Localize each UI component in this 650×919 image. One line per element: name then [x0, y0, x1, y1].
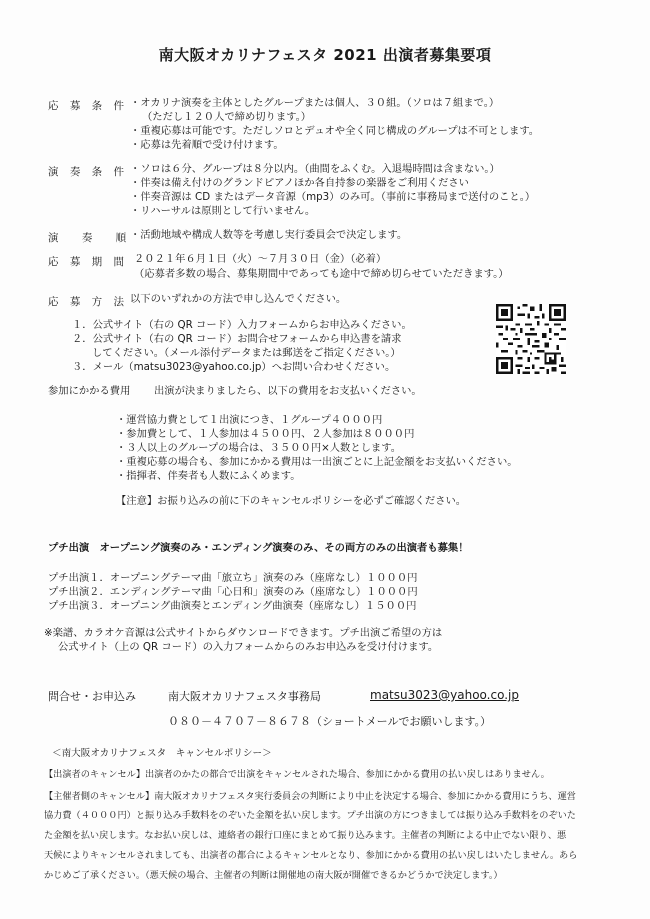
- petit-item-1: プチ出演１．オープニングテーマ曲「旅立ち」演奏のみ（座席なし）１０００円: [48, 572, 418, 584]
- cancel-line-2: 【主催者側のキャンセル】南大阪オカリナフェスタ実行委員会の判断により中止を決定する場合、参加にかかる費用にうち、運営: [44, 791, 576, 802]
- cancel-line-4: た金額を払い戻します。なお払い戻しは、連絡者の銀行口座にまとめて振り込みます。主催者の判断による中止でない限り、悪: [44, 830, 567, 841]
- order-label: 演 奏 順: [48, 232, 137, 244]
- cancel-line-1: 【出演者のキャンセル】出演者のかたの都合で出演をキャンセルされた場合、参加にかかる費用の払い戻しはありません。: [44, 769, 550, 780]
- fees-line-2: ・参加費として、１人参加は４５００円、２人参加は８０００円: [116, 428, 415, 440]
- period-label: 応 募 期 間: [48, 256, 129, 268]
- performance-line-2: ・伴奏は備え付けのグランドピアノほか各自持参の楽器をご利用ください: [130, 177, 469, 189]
- cancel-line-5: 天候によりキャンセルされましても、出演者の都合によるキャンセルとなり、参加にかかる費用の払い戻しはいたしません。あら: [44, 850, 578, 861]
- fees-line-1: ・運営協力費として１出演につき、１グループ４０００円: [116, 414, 383, 426]
- order-text: ・活動地域や構成人数等を考慮し実行委員会で決定します。: [130, 229, 408, 241]
- petit-item-2: プチ出演２．エンディングテーマ曲「心日和」演奏のみ（座席なし）１０００円: [48, 586, 418, 598]
- performance-line-4: ・リハーサルは原則として行いません。: [130, 205, 316, 217]
- cancel-policy-title: ＜南大阪オカリナフェスタ キャンセルポリシー＞: [52, 748, 272, 759]
- contact-phone: ０８０－４７０７－８６７８（ショートメールでお願いします。）: [168, 715, 492, 728]
- requirements-line-2: （ただし１２０人で締め切ります。）: [142, 111, 312, 123]
- contact-email-link[interactable]: matsu3023@yahoo.co.jp: [370, 688, 519, 702]
- page-title: 南大阪オカリナフェスタ 2021 出演者募集要項: [158, 46, 492, 64]
- requirements-line-1: ・オカリナ演奏を主体としたグループまたは個人、３０組。（ソロは７組まで。）: [130, 97, 500, 109]
- qr-code-image[interactable]: [496, 304, 566, 374]
- fees-line-3: ・３人以上のグループの場合は、３５００円×人数とします。: [116, 442, 401, 454]
- petit-note-1: ※楽譜、カラオケ音源は公式サイトからダウンロードできます。プチ出演ご希望の方は: [44, 627, 443, 639]
- fees-intro: 出演が決まりましたら、以下の費用をお支払いください。: [154, 385, 422, 397]
- period-note: （応募者多数の場合、募集期間中であっても途中で締め切らせていただきます。）: [134, 268, 509, 280]
- petit-note-2: 公式サイト（上の QR コード）の入力フォームからのみお申込みを受け付けます。: [58, 641, 439, 653]
- petit-heading: プチ出演 オープニング演奏のみ・エンディング演奏のみ、その両方のみの出演者も募集！: [48, 542, 469, 554]
- performance-label: 演 奏 条 件: [48, 166, 129, 178]
- petit-item-3: プチ出演３．オープニング曲演奏とエンディング曲演奏（座席なし）１５００円: [48, 600, 417, 612]
- requirements-label: 応 募 条 件: [48, 100, 129, 112]
- requirements-line-3: ・重複応募は可能です。ただしソロとデュオや全く同じ構成のグループは不可とします。: [130, 125, 540, 137]
- fees-line-5: ・指揮者、伴奏者も人数にふくめます。: [116, 470, 301, 482]
- performance-line-3: ・伴奏音源は CD またはデータ音源（mp3）のみ可。（事前に事務局まで送付のこと。）: [130, 191, 536, 203]
- contact-office: 南大阪オカリナフェスタ事務局: [168, 690, 321, 703]
- method-item-1: １．公式サイト（右の QR コード）入力フォームからお申込みください。: [72, 319, 412, 331]
- fees-line-4: ・重複応募の場合も、参加にかかる費用は一出演ごとに上記金額をお支払いください。: [116, 456, 518, 468]
- method-intro: 以下のいずれかの方法で申し込んでください。: [130, 293, 347, 305]
- cancel-line-3: 協力費（４０００円）と振り込み手数料をのぞいた金額を払い戻します。プチ出演の方につきましては振り込み手数料をのぞいた: [44, 810, 576, 821]
- fees-label: 参加にかかる費用: [48, 385, 131, 397]
- method-item-2: ２．公式サイト（右の QR コード）お問合せフォームから申込書を請求: [72, 333, 402, 345]
- method-item-3: ３．メール（matsu3023@yahoo.co.jp）へお問い合わせください。: [72, 361, 396, 373]
- contact-label: 問合せ・お申込み: [48, 690, 136, 703]
- method-item-2-cont: してください。（メール添付データまたは郵送をご指定ください。）: [92, 347, 401, 359]
- requirements-line-4: ・応募は先着順で受け付けます。: [130, 139, 284, 151]
- performance-line-1: ・ソロは６分、グループは８分以内。（曲間をふくむ。入退場時間は含まない。）: [130, 163, 500, 175]
- method-label: 応 募 方 法: [48, 296, 129, 308]
- fees-notice: 【注意】お振り込みの前に下のキャンセルポリシーを必ずご確認ください。: [116, 495, 467, 507]
- period-text: ２０２１年６月１日（火）～７月３０日（金）（必着）: [134, 253, 387, 265]
- cancel-line-6: かじめご了承ください。（悪天候の場合、主催者の判断は開催地の南大阪が開催できるかどうかで決定します。）: [44, 870, 503, 881]
